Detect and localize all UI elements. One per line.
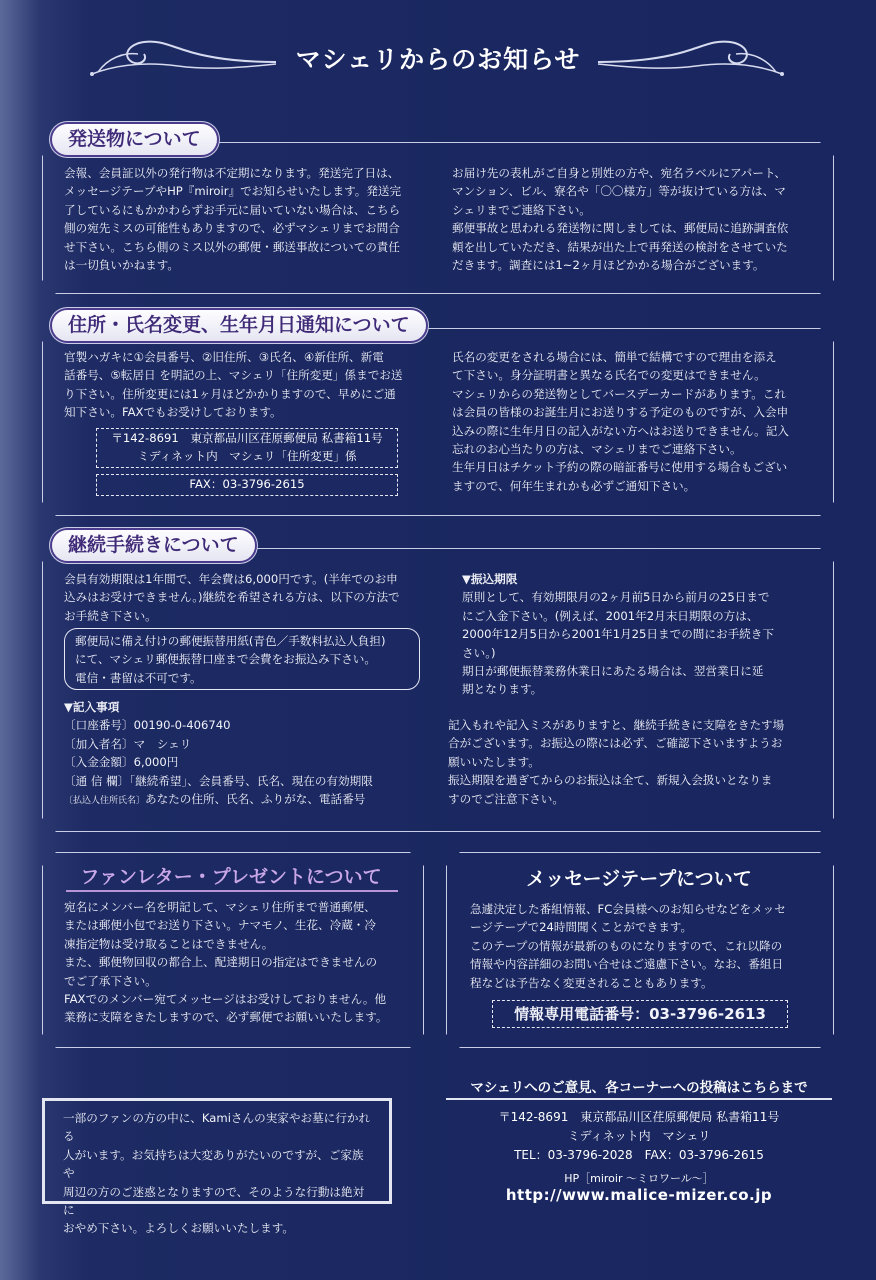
renewal-deadline-text: ▼振込期限 原則として、有効期限月の2ヶ月前5日から前月の25日まで にご入金下さい。(例えば、2001年2月末日期限の方は、 2000年12月5日から2001年1月25日までの間にお手続き下 さい。) 期日が郵便振替業務休業日にあたる場合は、翌営業日に延 期となります。 [462, 570, 824, 699]
renewal-field-row: 〔入金金額〕6,000円 [64, 755, 179, 770]
address-line-2: ミディネット内 マシェリ「住所変更」係 [137, 449, 357, 463]
renewal-notes-text: 記入もれや記入ミスがありますと、継続手続きに支障をきたす場 合がございます。お振込の際には必ず、ご確認下さいますようお 願いいたします。 振込期限を過ぎてからのお振込は全て、新規入会扱いとなりま すのでご注意下さい。 [448, 718, 785, 806]
renewal-field-row: 〔通 信 欄〕「継続希望」、会員番号、氏名、現在の有効期限 [64, 773, 373, 788]
shipping-left-text: 会報、会員証以外の発行物は不定期になります。発送完了日は、 メッセージテープやHP『miroir』でお知らせいたします。発送完 了しているにもかかわらずお手元に届いていない場合は、こちら 側の宛先ミスの可能性もありますので、必ずマシェリまでお問合 せ下さい。こちら側のミス以外の郵便・郵送事故についての責任 は一切負いかねます。 [64, 166, 402, 273]
renewal-field-row: 〔加入者名〕マ シェリ [64, 736, 192, 751]
address-change-left-text: 官製ハガキに①会員番号、②旧住所、③氏名、④新住所、新電 話番号、⑤転居日 を明記の上、マシェリ「住所変更」係までお送 り下さい。住所変更には1ヶ月ほどかかりますので、早めにご通 知下さい。FAXでもお受けしております。 [64, 350, 403, 420]
renewal-fields [64, 698, 444, 810]
message-tape-heading: メッセージテープについて [526, 868, 752, 890]
message-tape-text: 急遽決定した番組情報、FC会員様へのお知らせなどをメッセ ージテープで24時間聞くことができます。 このテープの情報が最新のものになりますので、これ以降の 情報や内容詳細のお問い合せはご遠慮下さい。なお、番組日 程などは予告なく変更されることもあります。 [470, 902, 786, 990]
kami-notice-box: 一部のファンの方の中に、Kamiさんの実家やお墓に行かれる 人がいます。お気持ちは大変ありがたいのですが、ご家族や 周辺の方のご迷惑となりますので、そのような行動は絶対に おやめ下さい。よろしくお願いいたします。 [42, 1098, 392, 1204]
shipping-heading: 発送物について [52, 124, 217, 155]
contact-website-link[interactable]: http://www.malice-mizer.co.jp [505, 1186, 773, 1204]
renewal-field-row: 〔払込人住所氏名〕あなたの住所、氏名、ふりがな、電話番号 [64, 792, 366, 807]
page-title: マシェリからのお知らせ [295, 45, 581, 74]
fanletter-heading-underline [66, 890, 398, 892]
fanletter-text: 宛名にメンバー名を明記して、マシェリ住所まで普通郵便、 または郵便小包でお送り下さい。ナマモノ、生花、冷蔵・冷 凍指定物は受け取ることはできません。 また、郵便物回収の都合上、配達期日の指定はできませんの でご了承下さい。 FAXでのメンバー宛てメッセージはお受けしておりません。他 業務に支障をきたしますので、必ず郵便でお願いいたします。 [64, 900, 388, 1025]
renewal-fields-title: ▼記入事項 [64, 700, 120, 714]
renewal-heading: 継続手続きについて [52, 530, 255, 561]
renewal-deadline-title: ▼振込期限 [462, 572, 518, 586]
fanletter-heading: ファンレター・プレゼントについて [80, 866, 382, 888]
contact-tel-fax: TEL：03-3796-2028 FAX：03-3796-2615 [514, 1148, 764, 1162]
contact-address: 〒142-8691 東京都品川区荏原郵便局 私書箱11号 [498, 1110, 780, 1124]
address-line-1: 〒142-8691 東京都品川区荏原郵便局 私書箱11号 [111, 431, 383, 445]
address-change-heading: 住所・氏名変更、生年月日通知について [52, 310, 426, 341]
contact-org: ミディネット内 マシェリ [567, 1129, 711, 1143]
shipping-right-text: お届け先の表札がご自身と別姓の方や、宛名ラベルにアパート、 マンション、ビル、寮名や「〇〇様方」等が抜けている方は、マ シェリまでご連絡下さい。 郵便事故と思われる発送物に関しましては、郵便局に追跡調査依 頼を出していただき、結果が出た上で再発送の検討をさせていた だきます。調査には1~2ヶ月ほどかかる場合がございます。 [452, 166, 789, 273]
contact-divider [446, 1098, 832, 1100]
renewal-intro-text: 会員有効期限は1年間で、年会費は6,000円です。(半年でのお申 込みはお受けできません。)継続を希望される方は、以下の方法で お手続き下さい。 [64, 572, 400, 623]
renewal-postal-transfer-box: 郵便局に備え付けの郵便振替用紙(青色／手数料払込人負担) にて、マシェリ郵便振替口座まで会費をお振込み下さい。 電信・書留は不可です。 [64, 628, 420, 690]
address-change-fax: FAX：03-3796-2615 [96, 474, 398, 496]
address-change-right-text: 氏名の変更をされる場合には、簡単で結構ですので理由を添え て下さい。身分証明書と異なる氏名での変更はできません。 マシェリからの発送物としてバースデーカードがあります。これ は会員の皆様のお誕生月にお送りする予定のものですが、入会申 込みの際に生年月日の記入がない方へはお送りできません。記入 忘れのお心当たりの方は、マシェリまでご連絡下さい。 生年月日はチケット予約の際の暗証番号に使用する場合もござい ますので、何年生まれかも必ずご通知下さい。 [452, 350, 789, 493]
address-change-mailing-address [96, 428, 398, 468]
contact-hp-label: HP［miroir ～ミロワール～］ [564, 1172, 714, 1185]
contact-heading: マシェリへのご意見、各コーナーへの投稿はこちらまで [470, 1080, 808, 1096]
renewal-field-row: 〔口座番号〕00190-0-406740 [64, 718, 231, 733]
message-tape-phone: 情報専用電話番号：03-3796-2613 [492, 1000, 788, 1028]
